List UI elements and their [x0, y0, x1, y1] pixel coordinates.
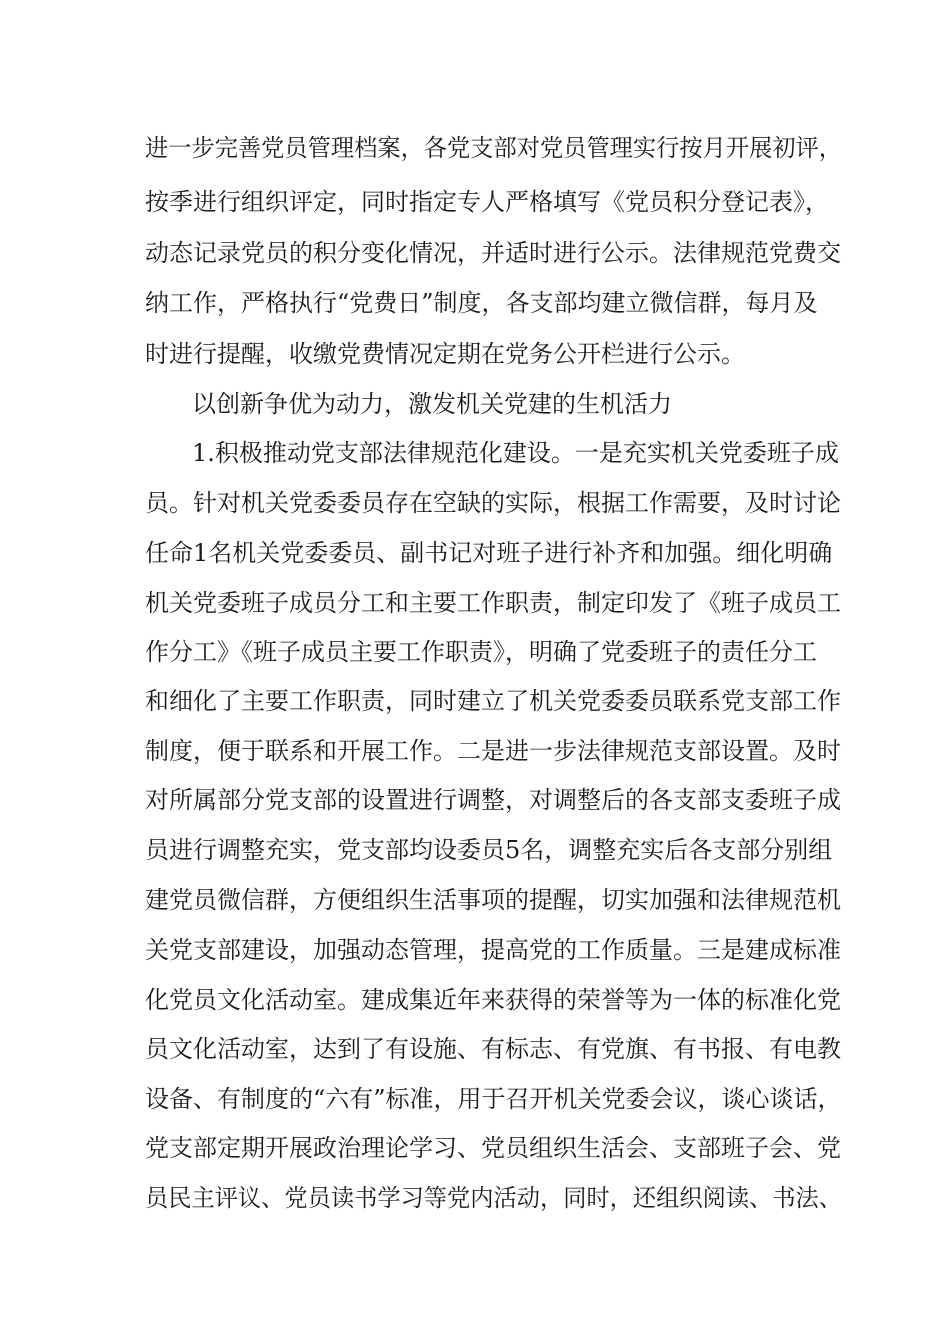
- text-line: 员进行调整充实，党支部均设委员5名，调整充实后各支部分别组: [145, 836, 833, 864]
- text-line: 和细化了主要工作职责，同时建立了机关党委委员联系党支部工作: [145, 687, 841, 715]
- text-line: 对所属部分党支部的设置进行调整，对调整后的各支部支委班子成: [145, 786, 841, 814]
- text-line: 动态记录党员的积分变化情况，并适时进行公示。法律规范党费交: [145, 239, 841, 267]
- text-line: 化党员文化活动室。建成集近年来获得的荣誉等为一体的标准化党: [145, 986, 841, 1014]
- section-heading: 以创新争优为动力，激发机关党建的生机活力: [192, 390, 672, 418]
- text-line: 纳工作，严格执行“党费日”制度，各支部均建立微信群，每月及: [145, 289, 818, 317]
- text-line: 员。针对机关党委委员存在空缺的实际，根据工作需要，及时讨论: [145, 489, 841, 517]
- text-line: 作分工》《班子成员主要工作职责》，明确了党委班子的责任分工: [145, 638, 817, 666]
- text-line: 党支部定期开展政治理论学习、党员组织生活会、支部班子会、党: [145, 1134, 841, 1162]
- text-line: 按季进行组织评定，同时指定专人严格填写《党员积分登记表》，: [145, 188, 829, 216]
- text-line: 任命1名机关党委委员、副书记对班子进行补齐和加强。细化明确: [145, 539, 833, 567]
- text-line: 进一步完善党员管理档案，各党支部对党员管理实行按月开展初评，: [145, 134, 843, 162]
- text-line: 机关党委班子成员分工和主要工作职责，制定印发了《班子成员工: [145, 589, 841, 617]
- text-line: 制度，便于联系和开展工作。二是进一步法律规范支部设置。及时: [145, 737, 841, 765]
- text-line: 员文化活动室，达到了有设施、有标志、有党旗、有书报、有电教: [145, 1035, 841, 1063]
- text-line: 时进行提醒，收缴党费情况定期在党务公开栏进行公示。: [145, 340, 745, 368]
- text-line: 关党支部建设，加强动态管理，提高党的工作质量。三是建成标准: [145, 936, 841, 964]
- text-line: 建党员微信群，方便组织生活事项的提醒，切实加强和法律规范机: [145, 886, 841, 914]
- paragraph-start: 1.积极推动党支部法律规范化建设。一是充实机关党委班子成: [192, 439, 839, 467]
- text-line: 设备、有制度的“六有”标准，用于召开机关党委会议，谈心谈话，: [145, 1085, 842, 1113]
- text-line: 员民主评议、党员读书学习等党内活动，同时，还组织阅读、书法、: [145, 1184, 843, 1212]
